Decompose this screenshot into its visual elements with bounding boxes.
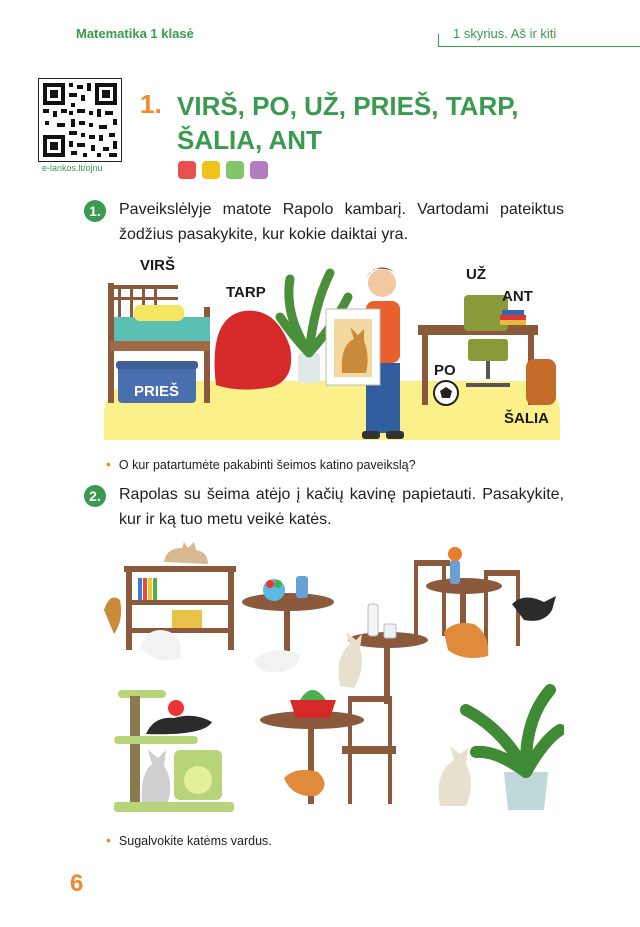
- room-illustration: [104, 255, 560, 455]
- qr-code[interactable]: [38, 78, 122, 162]
- bookshelf: [124, 566, 236, 650]
- task2-number: 2.: [84, 485, 106, 507]
- cat-on-shelf: [164, 542, 208, 564]
- task1-bullet-text: O kur patartumėte pakabinti šeimos katino paveikslą?: [118, 458, 416, 472]
- chair-bottom: [342, 696, 396, 804]
- cat-edge: [104, 598, 121, 634]
- room-scene: [104, 255, 560, 455]
- cat-orange-under-table: [284, 770, 325, 796]
- task2-bullet-text: Sugalvokite katėms vardus.: [118, 834, 272, 848]
- label-uz: UŽ: [466, 266, 486, 283]
- cat-calico-lying: [254, 650, 300, 672]
- cafe-scene: [104, 540, 564, 820]
- large-plant: [466, 690, 560, 810]
- task1-bullet: [106, 456, 416, 472]
- color-chip-purple: [250, 161, 268, 179]
- book-title: Matematika 1 klasė: [76, 26, 194, 41]
- lesson-title: VIRŠ, PO, UŽ, PRIEŠ, TARP, ŠALIA, ANT: [177, 91, 519, 155]
- qr-code-graphic: [39, 79, 121, 161]
- cat-white-stretching: [140, 630, 181, 660]
- header-divider-line: [438, 46, 640, 47]
- cat-grey-sitting: [142, 750, 171, 802]
- backpack: [526, 359, 556, 405]
- label-ant: ANT: [502, 288, 533, 305]
- yarn-ball: [168, 700, 184, 716]
- page-number: 6: [70, 870, 84, 897]
- task2-text: Rapolas su šeima atėjo į kačių kavinę papietauti. Pasakykite, kur ir ką tuo metu veikė katės.: [119, 486, 564, 528]
- task1-number: 1.: [84, 200, 106, 222]
- cat-standing: [338, 632, 362, 688]
- cat-cream-sitting: [439, 746, 471, 806]
- label-tarp: TARP: [226, 284, 266, 301]
- bullet-dot: •: [106, 832, 111, 848]
- label-virs: VIRŠ: [140, 257, 176, 274]
- color-chip-green: [226, 161, 244, 179]
- cat-orange-eating: [444, 623, 488, 658]
- label-po: PO: [434, 362, 456, 379]
- label-pries: PRIEŠ: [134, 383, 180, 400]
- ball: [434, 381, 458, 405]
- color-chips: [178, 161, 268, 179]
- qr-url[interactable]: e-lankos.lt/ojnu: [42, 163, 103, 173]
- chapter-title: 1 skyrius. Aš ir kiti: [453, 26, 557, 41]
- color-chip-red: [178, 161, 196, 179]
- label-salia: ŠALIA: [504, 410, 549, 427]
- lesson-number: 1.: [140, 89, 162, 119]
- cafe-illustration: [104, 540, 564, 820]
- task1-text: Paveikslėlyje matote Rapolo kambarį. Vartodami pateiktus žodžius pasakykite, kur kokie daiktai yra.: [119, 201, 564, 243]
- color-chip-yellow: [202, 161, 220, 179]
- task2-bullet: [106, 832, 272, 848]
- bullet-dot: •: [106, 456, 111, 472]
- cat-black-on-tree: [146, 716, 212, 735]
